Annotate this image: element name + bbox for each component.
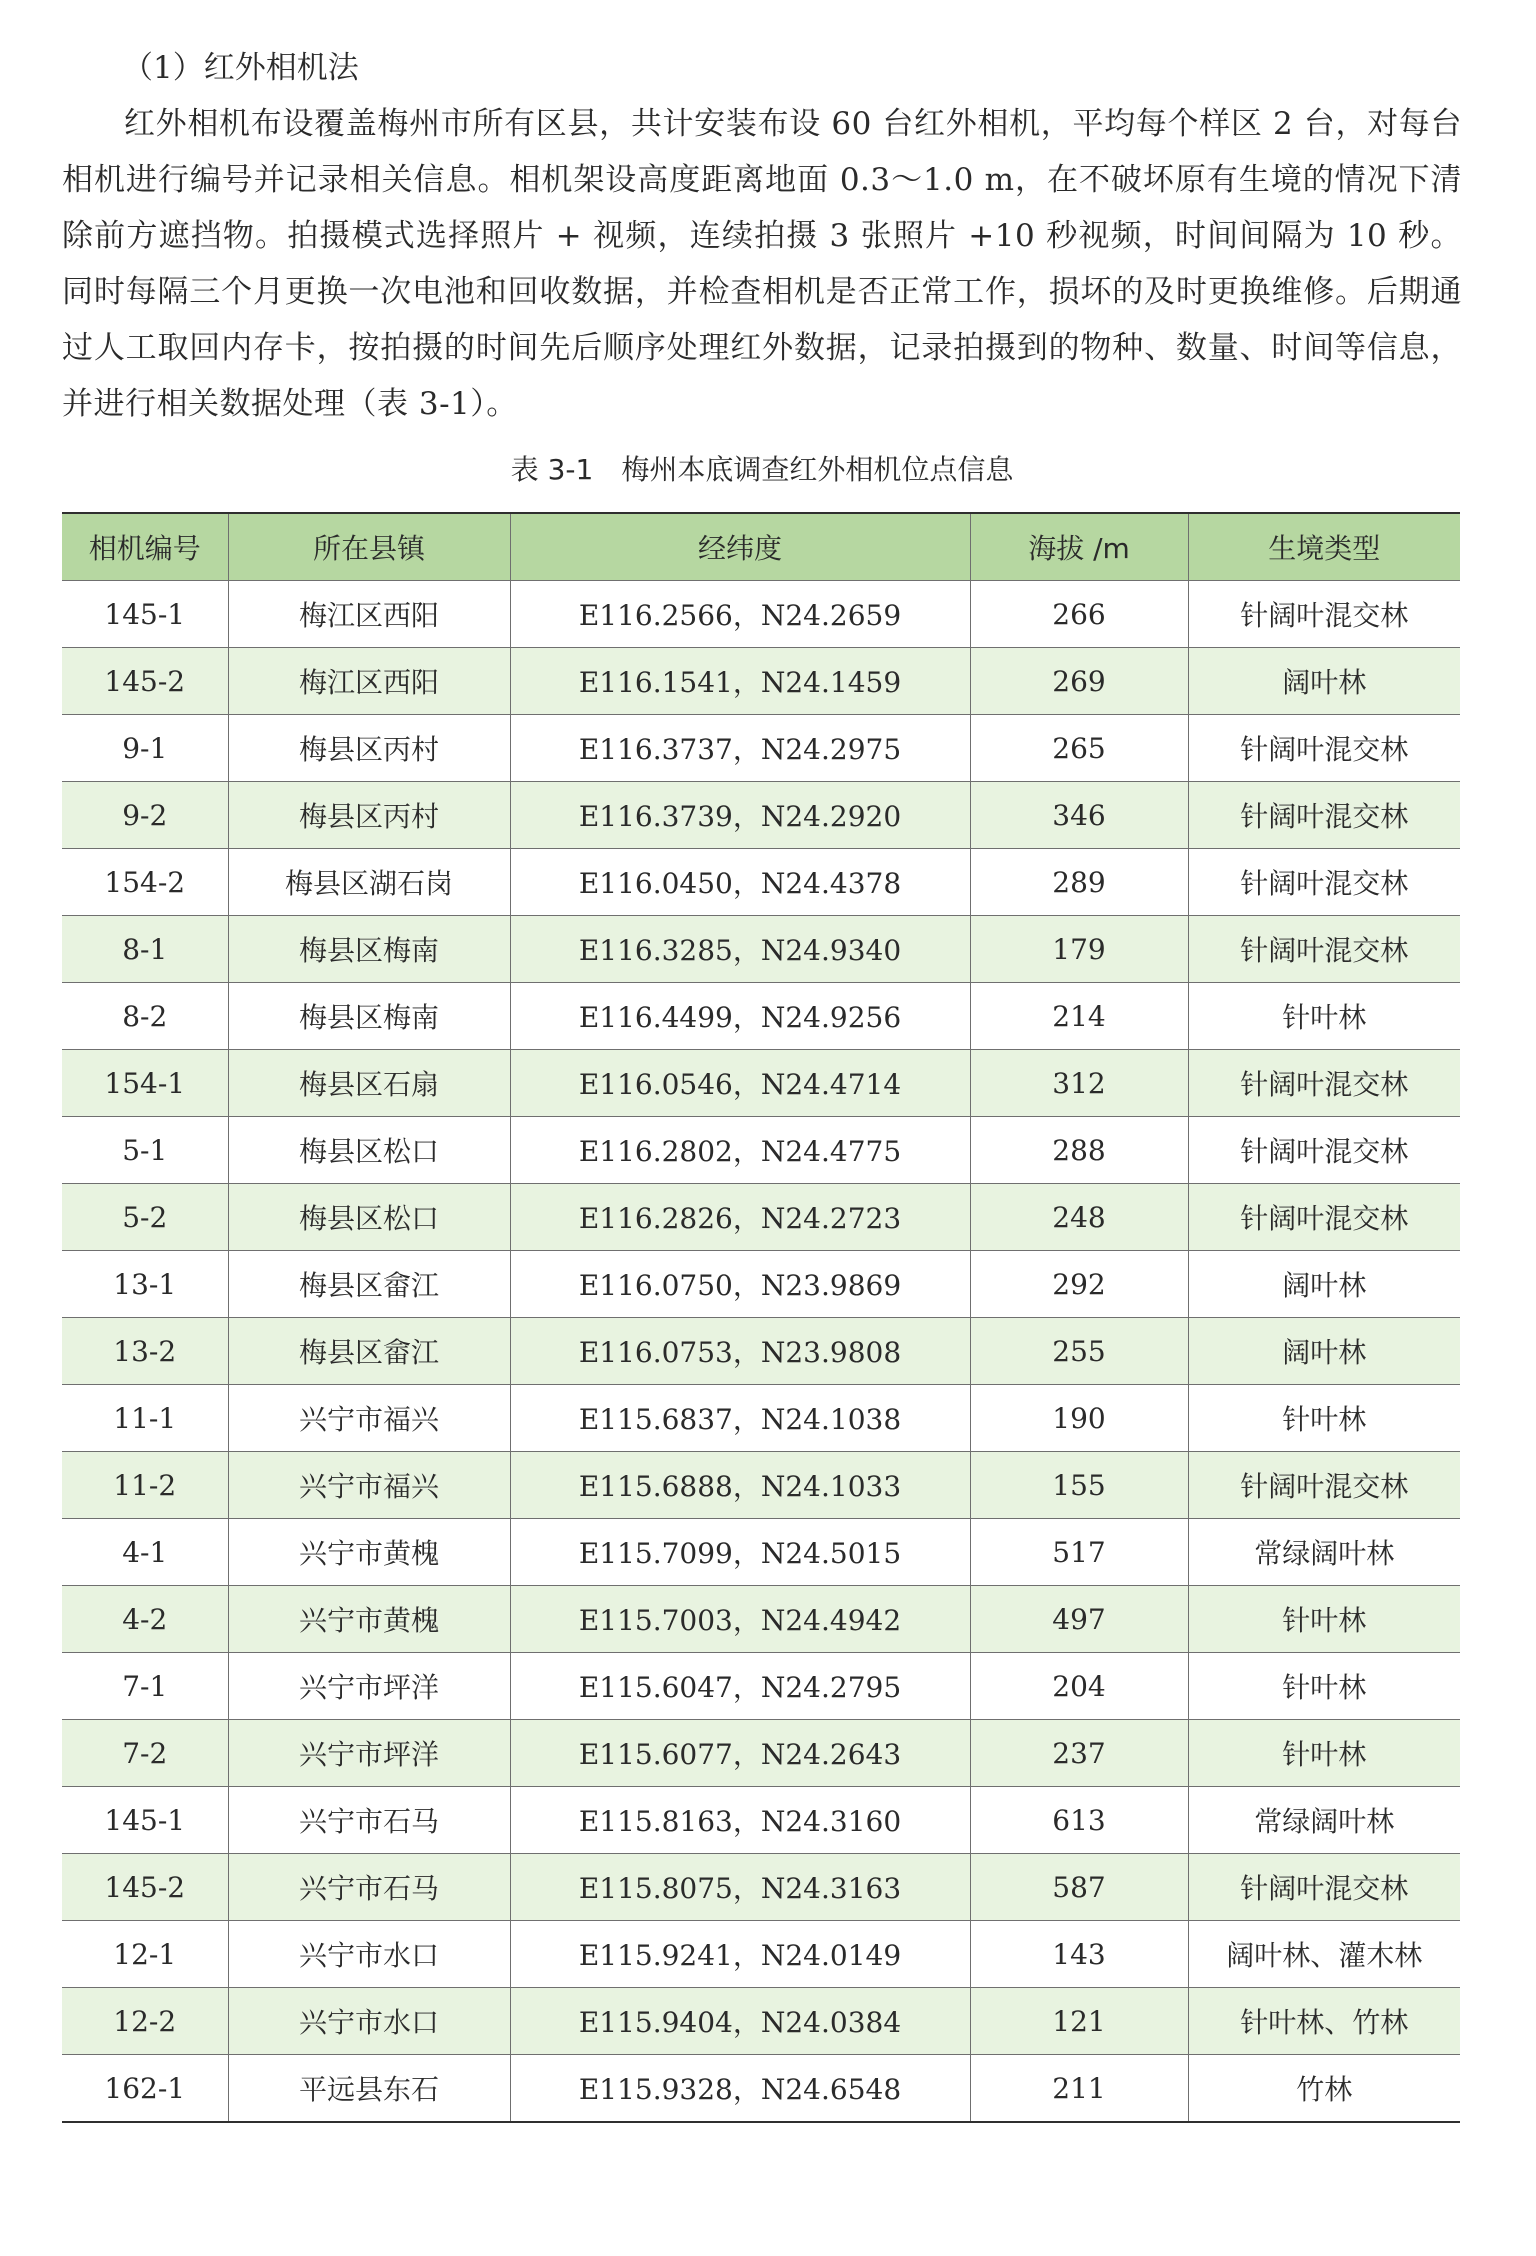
cell-camera-id: 154-1 [62, 1050, 228, 1117]
cell-coordinates: E115.6837，N24.1038 [510, 1385, 970, 1452]
cell-location: 兴宁市黄槐 [228, 1586, 510, 1653]
cell-coordinates: E115.9404，N24.0384 [510, 1988, 970, 2055]
cell-habitat: 阔叶林 [1188, 1318, 1460, 1385]
cell-location: 梅县区松口 [228, 1184, 510, 1251]
cell-camera-id: 11-2 [62, 1452, 228, 1519]
table-body [62, 581, 1460, 2123]
cell-habitat: 阔叶林 [1188, 1251, 1460, 1318]
cell-camera-id: 145-1 [62, 581, 228, 648]
cell-camera-id: 5-2 [62, 1184, 228, 1251]
cell-camera-id: 145-1 [62, 1787, 228, 1854]
cell-altitude: 269 [970, 648, 1188, 715]
table-caption [62, 448, 1462, 488]
cell-altitude: 497 [970, 1586, 1188, 1653]
cell-location: 兴宁市石马 [228, 1854, 510, 1921]
cell-camera-id: 12-1 [62, 1921, 228, 1988]
section-heading: （1）红外相机法 [122, 50, 359, 86]
cell-habitat: 针叶林 [1188, 1385, 1460, 1452]
cell-coordinates: E116.3739，N24.2920 [510, 782, 970, 849]
table-row [62, 1586, 1460, 1653]
cell-coordinates: E115.7003，N24.4942 [510, 1586, 970, 1653]
cell-location: 兴宁市水口 [228, 1988, 510, 2055]
table-header-row [62, 513, 1460, 581]
cell-altitude: 237 [970, 1720, 1188, 1787]
table-row [62, 1854, 1460, 1921]
table-row [62, 1921, 1460, 1988]
table-row [62, 715, 1460, 782]
cell-location: 梅江区西阳 [228, 581, 510, 648]
cell-habitat: 针阔叶混交林 [1188, 849, 1460, 916]
table-row [62, 1117, 1460, 1184]
cell-habitat: 针阔叶混交林 [1188, 715, 1460, 782]
cell-altitude: 255 [970, 1318, 1188, 1385]
table-row [62, 1050, 1460, 1117]
cell-altitude: 143 [970, 1921, 1188, 1988]
cell-altitude: 248 [970, 1184, 1188, 1251]
cell-altitude: 190 [970, 1385, 1188, 1452]
cell-altitude: 288 [970, 1117, 1188, 1184]
cell-camera-id: 154-2 [62, 849, 228, 916]
cell-habitat: 针阔叶混交林 [1188, 1184, 1460, 1251]
table-row [62, 1653, 1460, 1720]
cell-habitat: 针叶林 [1188, 1720, 1460, 1787]
document-page [62, 40, 1462, 2123]
cell-altitude: 312 [970, 1050, 1188, 1117]
cell-coordinates: E116.2802，N24.4775 [510, 1117, 970, 1184]
header-location: 所在县镇 [228, 513, 510, 581]
cell-camera-id: 162-1 [62, 2055, 228, 2123]
cell-coordinates: E115.6888，N24.1033 [510, 1452, 970, 1519]
cell-coordinates: E116.3737，N24.2975 [510, 715, 970, 782]
table-caption-title: 梅州本底调查红外相机位点信息 [621, 453, 1014, 486]
cell-habitat: 阔叶林、灌木林 [1188, 1921, 1460, 1988]
header-habitat: 生境类型 [1188, 513, 1460, 581]
cell-habitat: 针阔叶混交林 [1188, 1452, 1460, 1519]
cell-habitat: 竹林 [1188, 2055, 1460, 2123]
cell-location: 兴宁市福兴 [228, 1452, 510, 1519]
cell-habitat: 针阔叶混交林 [1188, 1854, 1460, 1921]
table-row [62, 1988, 1460, 2055]
cell-coordinates: E115.8075，N24.3163 [510, 1854, 970, 1921]
cell-altitude: 517 [970, 1519, 1188, 1586]
cell-camera-id: 145-2 [62, 1854, 228, 1921]
camera-site-table [62, 512, 1460, 2123]
cell-habitat: 针叶林 [1188, 1653, 1460, 1720]
cell-coordinates: E115.7099，N24.5015 [510, 1519, 970, 1586]
cell-coordinates: E116.0450，N24.4378 [510, 849, 970, 916]
cell-camera-id: 8-1 [62, 916, 228, 983]
cell-altitude: 266 [970, 581, 1188, 648]
table-row [62, 2055, 1460, 2123]
cell-coordinates: E116.1541，N24.1459 [510, 648, 970, 715]
cell-altitude: 155 [970, 1452, 1188, 1519]
cell-camera-id: 8-2 [62, 983, 228, 1050]
cell-habitat: 针阔叶混交林 [1188, 1117, 1460, 1184]
table-row [62, 1318, 1460, 1385]
cell-altitude: 179 [970, 916, 1188, 983]
cell-coordinates: E115.6047，N24.2795 [510, 1653, 970, 1720]
cell-location: 梅县区畲江 [228, 1318, 510, 1385]
table-row [62, 782, 1460, 849]
cell-altitude: 292 [970, 1251, 1188, 1318]
cell-camera-id: 9-2 [62, 782, 228, 849]
header-altitude: 海拔 /m [970, 513, 1188, 581]
cell-location: 兴宁市坪洋 [228, 1653, 510, 1720]
cell-coordinates: E116.2826，N24.2723 [510, 1184, 970, 1251]
cell-camera-id: 13-2 [62, 1318, 228, 1385]
cell-habitat: 常绿阔叶林 [1188, 1787, 1460, 1854]
table-row [62, 1519, 1460, 1586]
cell-camera-id: 11-1 [62, 1385, 228, 1452]
table-row [62, 1184, 1460, 1251]
cell-altitude: 346 [970, 782, 1188, 849]
body-paragraph: 红外相机布设覆盖梅州市所有区县，共计安装布设 60 台红外相机，平均每个样区 2 台，对每台相机进行编号并记录相关信息。相机架设高度距离地面 0.3～1.0 m，在不破坏原有生境的情况下清除前方遮挡物。拍摄模式选择照片 + 视频，连续拍摄 3 张照片 +10 秒视频，时间间隔为 10 秒。同时每隔三个月更换一次电池和回收数据，并检查相机是否正常工作，损坏的及时更换维修。后期通过人工取回内存卡，按拍摄的时间先后顺序处理红外数据，记录拍摄到的物种、数量、时间等信息，并进行相关数据处理（表 3-1）。 [62, 106, 1462, 422]
cell-habitat: 针阔叶混交林 [1188, 782, 1460, 849]
cell-habitat: 针叶林、竹林 [1188, 1988, 1460, 2055]
cell-location: 梅县区梅南 [228, 916, 510, 983]
cell-altitude: 613 [970, 1787, 1188, 1854]
cell-coordinates: E115.9328，N24.6548 [510, 2055, 970, 2123]
cell-camera-id: 9-1 [62, 715, 228, 782]
table-row [62, 1720, 1460, 1787]
cell-location: 梅县区梅南 [228, 983, 510, 1050]
cell-coordinates: E116.0750，N23.9869 [510, 1251, 970, 1318]
cell-camera-id: 12-2 [62, 1988, 228, 2055]
table-row [62, 983, 1460, 1050]
table-row [62, 581, 1460, 648]
cell-camera-id: 145-2 [62, 648, 228, 715]
cell-location: 兴宁市黄槐 [228, 1519, 510, 1586]
cell-habitat: 常绿阔叶林 [1188, 1519, 1460, 1586]
cell-location: 梅江区西阳 [228, 648, 510, 715]
cell-altitude: 204 [970, 1653, 1188, 1720]
cell-location: 梅县区石扇 [228, 1050, 510, 1117]
cell-coordinates: E115.9241，N24.0149 [510, 1921, 970, 1988]
cell-altitude: 121 [970, 1988, 1188, 2055]
table-caption-number: 表 3-1 [510, 453, 594, 486]
table-row [62, 1452, 1460, 1519]
header-camera-id: 相机编号 [62, 513, 228, 581]
cell-coordinates: E116.4499，N24.9256 [510, 983, 970, 1050]
cell-location: 梅县区丙村 [228, 782, 510, 849]
cell-altitude: 587 [970, 1854, 1188, 1921]
cell-altitude: 265 [970, 715, 1188, 782]
cell-location: 兴宁市水口 [228, 1921, 510, 1988]
cell-location: 梅县区丙村 [228, 715, 510, 782]
cell-coordinates: E116.0753，N23.9808 [510, 1318, 970, 1385]
cell-camera-id: 13-1 [62, 1251, 228, 1318]
table-row [62, 1787, 1460, 1854]
cell-camera-id: 4-2 [62, 1586, 228, 1653]
cell-coordinates: E115.8163，N24.3160 [510, 1787, 970, 1854]
cell-habitat: 针叶林 [1188, 983, 1460, 1050]
cell-camera-id: 7-2 [62, 1720, 228, 1787]
cell-habitat: 针叶林 [1188, 1586, 1460, 1653]
cell-location: 梅县区畲江 [228, 1251, 510, 1318]
cell-location: 梅县区松口 [228, 1117, 510, 1184]
cell-coordinates: E116.0546，N24.4714 [510, 1050, 970, 1117]
cell-location: 兴宁市福兴 [228, 1385, 510, 1452]
cell-altitude: 211 [970, 2055, 1188, 2123]
cell-coordinates: E115.6077，N24.2643 [510, 1720, 970, 1787]
header-coordinates: 经纬度 [510, 513, 970, 581]
cell-location: 兴宁市石马 [228, 1787, 510, 1854]
cell-habitat: 针阔叶混交林 [1188, 1050, 1460, 1117]
cell-altitude: 214 [970, 983, 1188, 1050]
cell-habitat: 针阔叶混交林 [1188, 581, 1460, 648]
table-row [62, 648, 1460, 715]
cell-habitat: 针阔叶混交林 [1188, 916, 1460, 983]
cell-altitude: 289 [970, 849, 1188, 916]
cell-habitat: 阔叶林 [1188, 648, 1460, 715]
cell-camera-id: 7-1 [62, 1653, 228, 1720]
table-row [62, 849, 1460, 916]
cell-location: 兴宁市坪洋 [228, 1720, 510, 1787]
table-row [62, 1251, 1460, 1318]
table-row [62, 1385, 1460, 1452]
cell-coordinates: E116.2566，N24.2659 [510, 581, 970, 648]
cell-camera-id: 5-1 [62, 1117, 228, 1184]
table-row [62, 916, 1460, 983]
cell-location: 梅县区湖石岗 [228, 849, 510, 916]
cell-location: 平远县东石 [228, 2055, 510, 2123]
cell-coordinates: E116.3285，N24.9340 [510, 916, 970, 983]
cell-camera-id: 4-1 [62, 1519, 228, 1586]
